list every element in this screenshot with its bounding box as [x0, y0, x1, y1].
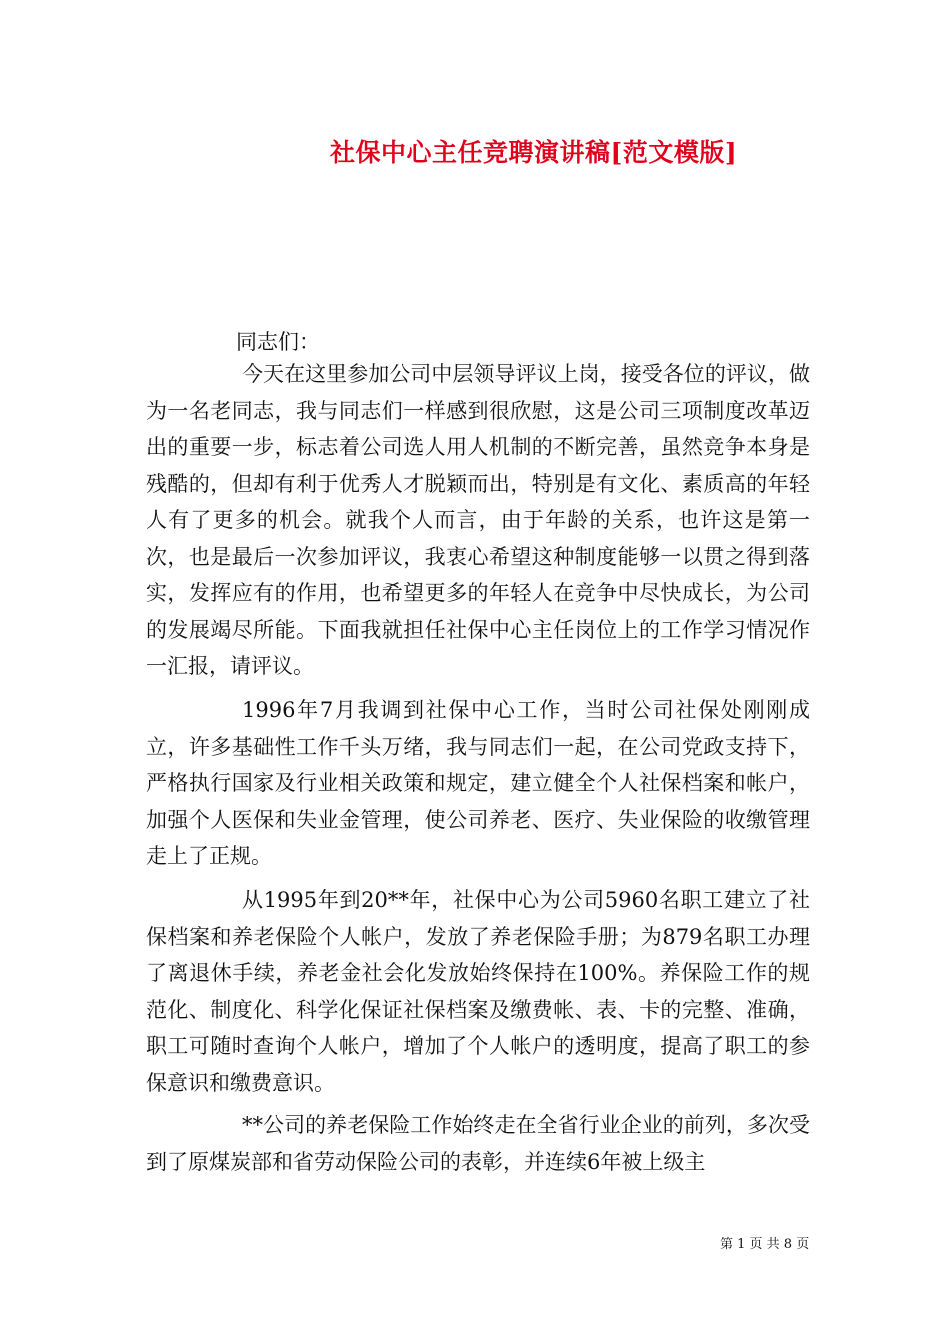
salutation: 同志们： [236, 330, 320, 354]
paragraph-4: **公司的养老保险工作始终走在全省行业企业的前列，多次受到了原煤炭部和省劳动保险公司的表彰，并连续6年被上级主 [146, 1113, 810, 1174]
paragraph-3: 从1995年到20**年，社保中心为公司5960名职工建立了社保档案和养老保险个人帐户，发放了养老保险手册；为879名职工办理了离退休手续，养老金社会化发放始终保持在100%。养保险工作的规范化、制度化、科学化保证社保档案及缴费帐、表、卡的完整、准确，职工可随时查询个人帐户，增加了个人帐户的透明度，提高了职工的参保意识和缴费意识。 [146, 888, 810, 1095]
document-title: 社保中心主任竞聘演讲稿[范文模版] [330, 138, 738, 167]
paragraph-2: 1996年7月我调到社保中心工作，当时公司社保处刚刚成立，许多基础性工作千头万绪，我与同志们一起，在公司党政支持下，严格执行国家及行业相关政策和规定，建立健全个人社保档案和帐户，加强个人医保和失业金管理，使公司养老、医疗、失业保险的收缴管理走上了正规。 [146, 698, 810, 868]
paragraph-1: 今天在这里参加公司中层领导评议上岗，接受各位的评议，做为一名老同志，我与同志们一样感到很欣慰，这是公司三项制度改革迈出的重要一步，标志着公司选人用人机制的不断完善，虽然竞争本身是残酷的，但却有利于优秀人才脱颖而出，特别是有文化、素质高的年轻人有了更多的机会。就我个人而言，由于年龄的关系，也许这是第一次，也是最后一次参加评议，我衷心希望这种制度能够一以贯之得到落实，发挥应有的作用，也希望更多的年轻人在竞争中尽快成长，为公司的发展竭尽所能。下面我就担任社保中心主任岗位上的工作学习情况作一汇报，请评议。 [146, 362, 810, 678]
page-number: 第 1 页 共 8 页 [720, 1237, 810, 1252]
